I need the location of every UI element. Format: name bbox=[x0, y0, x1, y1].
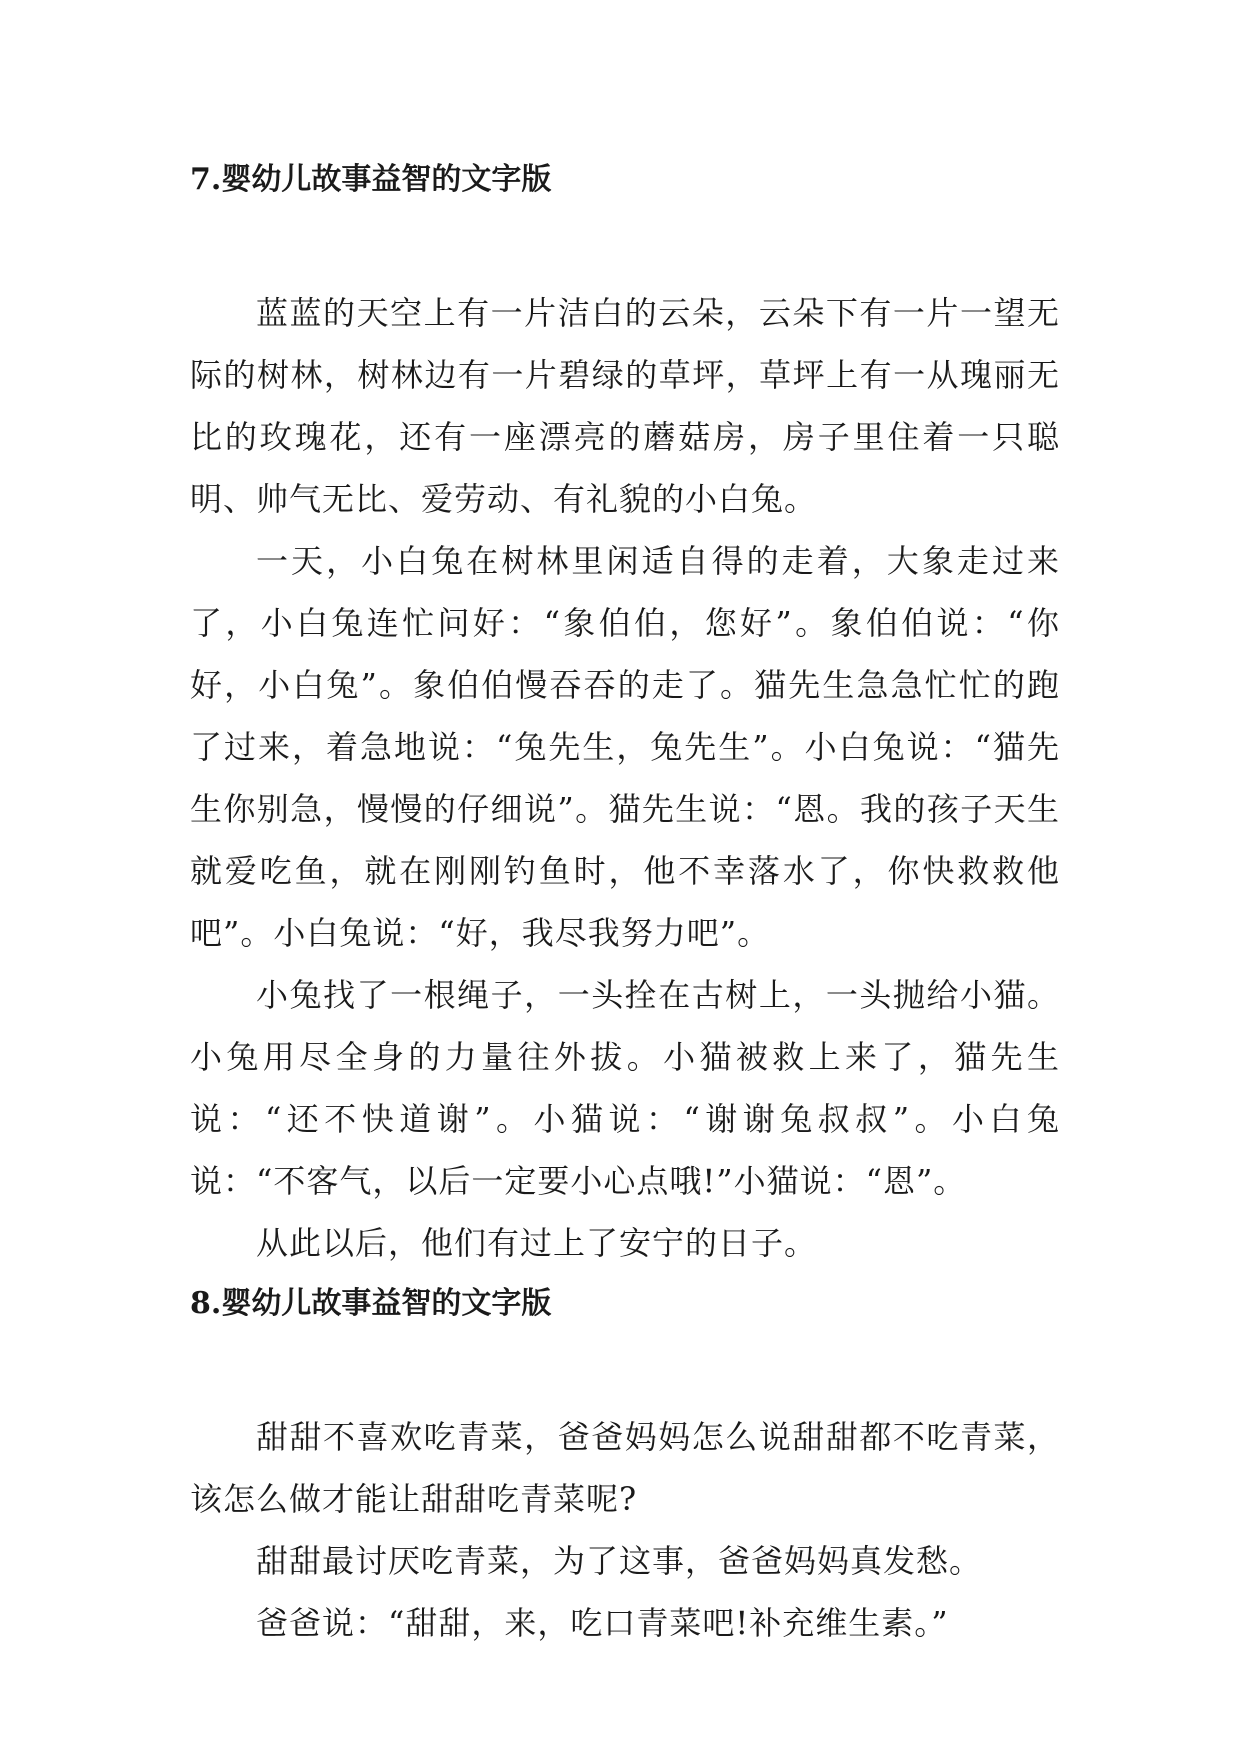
story-8-paragraph: 甜甜不喜欢吃青菜，爸爸妈妈怎么说甜甜都不吃青菜，该怎么做才能让甜甜吃青菜呢? bbox=[190, 1418, 1060, 1518]
story-8-paragraph: 爸爸说：“甜甜，来，吃口青菜吧!补充维生素。” bbox=[256, 1604, 949, 1642]
story-8-heading: 8.婴幼儿故事益智的文字版 bbox=[190, 1286, 552, 1321]
story-7-paragraph: 一天，小白兔在树林里闲适自得的走着，大象走过来了，小白兔连忙问好：“象伯伯，您好”。象伯伯说：“你好，小白兔”。象伯伯慢吞吞的走了。猫先生急急忙忙的跑了过来，着急地说：“兔先生，兔先生”。小白兔说：“猫先生你别急，慢慢的仔细说”。猫先生说：“恩。我的孩子天生就爱吃鱼，就在刚刚钓鱼时，他不幸落水了，你快救救他吧”。小白兔说：“好，我尽我努力吧”。 bbox=[190, 542, 1060, 952]
document-page bbox=[190, 150, 1060, 1654]
story-7-paragraph: 蓝蓝的天空上有一片洁白的云朵，云朵下有一片一望无际的树林，树林边有一片碧绿的草坪，草坪上有一从瑰丽无比的玫瑰花，还有一座漂亮的蘑菇房，房子里住着一只聪明、帅气无比、爱劳动、有礼貌的小白兔。 bbox=[190, 294, 1060, 518]
spacer bbox=[190, 1334, 1060, 1406]
story-8-paragraph: 甜甜最讨厌吃青菜，为了这事，爸爸妈妈真发愁。 bbox=[256, 1542, 983, 1580]
spacer bbox=[190, 210, 1060, 282]
story-7-heading: 7.婴幼儿故事益智的文字版 bbox=[190, 162, 552, 197]
story-7-paragraph: 从此以后，他们有过上了安宁的日子。 bbox=[256, 1224, 818, 1262]
story-7-paragraph: 小兔找了一根绳子，一头拴在古树上，一头抛给小猫。小兔用尽全身的力量往外拔。小猫被救上来了，猫先生说：“还不快道谢”。小猫说：“谢谢兔叔叔”。小白兔说：“不客气，以后一定要小心点哦!”小猫说：“恩”。 bbox=[190, 976, 1060, 1200]
